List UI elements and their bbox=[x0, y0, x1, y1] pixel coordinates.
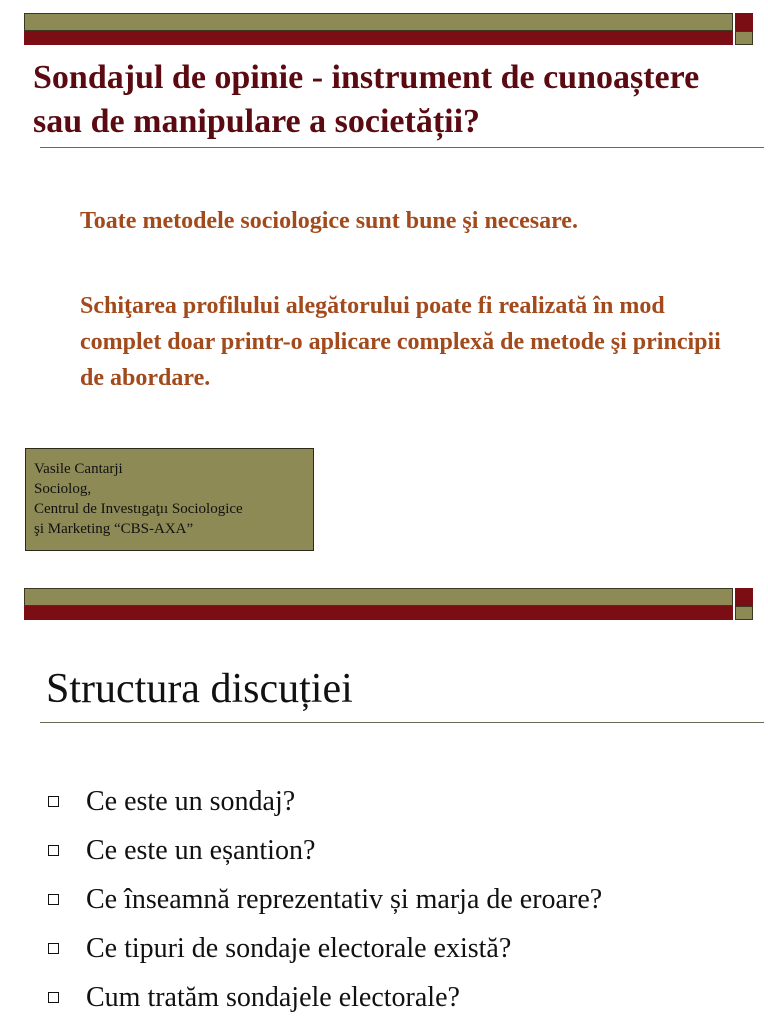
header-square-maroon bbox=[735, 13, 753, 31]
list-item bbox=[48, 831, 602, 880]
header-square-maroon bbox=[735, 588, 753, 606]
author-org-line-1: Centrul de Investıgaţıı Sociologice bbox=[34, 501, 243, 517]
header-bar-maroon bbox=[24, 606, 733, 620]
author-org-line-2: şi Marketing “CBS-AXA” bbox=[34, 521, 194, 537]
list-item-text: Ce înseamnă reprezentativ și marja de eroare? bbox=[86, 884, 603, 915]
list-item bbox=[48, 782, 602, 831]
author-name: Vasile Cantarji bbox=[34, 461, 123, 477]
square-bullet-icon bbox=[48, 796, 59, 807]
square-bullet-icon bbox=[48, 943, 59, 954]
slide-2 bbox=[0, 586, 768, 1024]
slide-1-title: Sondajul de opinie - instrument de cunoaștere sau de manipulare a societății? bbox=[33, 59, 700, 140]
title-divider bbox=[40, 722, 764, 723]
author-box bbox=[25, 448, 314, 551]
header-square-olive bbox=[735, 31, 753, 45]
square-bullet-icon bbox=[48, 894, 59, 905]
title-divider bbox=[40, 147, 764, 148]
list-item bbox=[48, 880, 602, 929]
list-item-text: Ce este un eșantion? bbox=[86, 835, 316, 866]
list-item-text: Cum tratăm sondajele electorale? bbox=[86, 982, 460, 1013]
list-item-text: Ce tipuri de sondaje electorale există? bbox=[86, 933, 512, 964]
paragraph-methods: Toate metodele sociologice sunt bune şi necesare. bbox=[80, 208, 578, 234]
header-bar-olive bbox=[24, 13, 733, 31]
slide-2-title: Structura discuției bbox=[46, 666, 353, 712]
author-role: Sociolog, bbox=[34, 481, 92, 497]
header-square-olive bbox=[735, 606, 753, 620]
discussion-outline-list bbox=[48, 782, 602, 1024]
header-bar-olive bbox=[24, 588, 733, 606]
square-bullet-icon bbox=[48, 845, 59, 856]
list-item-text: Ce este un sondaj? bbox=[86, 786, 296, 817]
paragraph-voter-profile: Schiţarea profilului alegătorului poate fi realizată în mod complet doar printr-o aplicare complexă de metode şi principii de abordare. bbox=[80, 293, 721, 391]
list-item bbox=[48, 978, 602, 1024]
list-item bbox=[48, 929, 602, 978]
square-bullet-icon bbox=[48, 992, 59, 1003]
header-bar-maroon bbox=[24, 31, 733, 45]
